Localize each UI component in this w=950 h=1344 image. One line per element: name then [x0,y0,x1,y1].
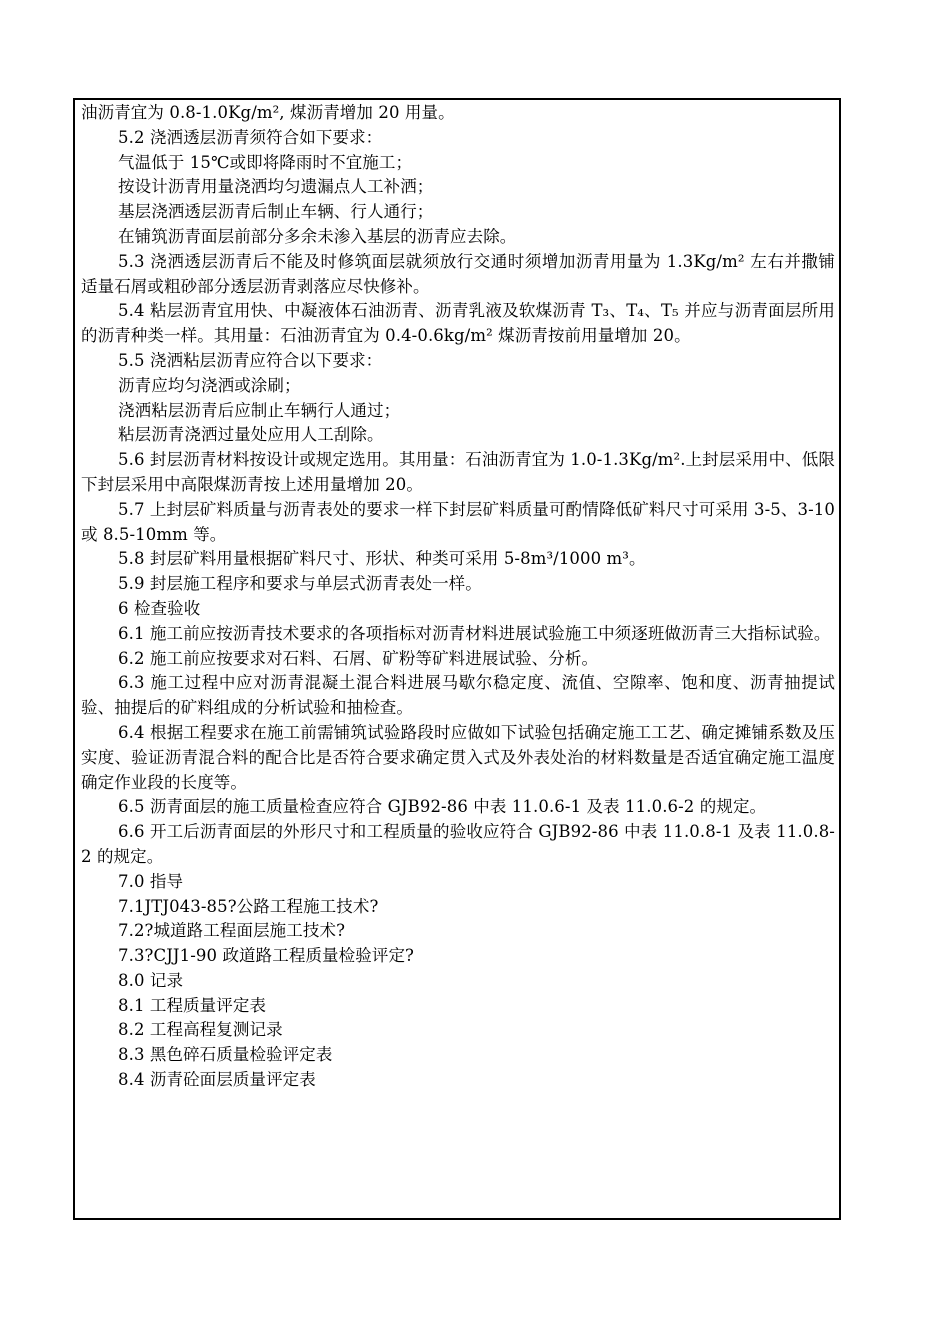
paragraph: 6.5 沥青面层的施工质量检查应符合 GJB92-86 中表 11.0.6-1 及表 11.0.6-2 的规定。 [118,797,767,817]
paragraph: 6.1 施工前应按沥青技术要求的各项指标对沥青材料进展试验施工中须逐班做沥青三大指标试验。 [118,623,831,643]
paragraph: 5.3 浇洒透层沥青后不能及时修筑面层就须放行交通时须增加沥青用量为 1.3Kg/m² 左右并撒铺适量石屑或粗砂部分透层沥青剥落应尽快修补。 [81,251,835,296]
paragraph: 油沥青宜为 0.8-1.0Kg/m², 煤沥青增加 20 用量。 [81,103,455,122]
paragraph: 5.9 封层施工程序和要求与单层式沥青表处一样。 [118,574,482,594]
paragraph: 粘层沥青浇洒过量处应用人工刮除。 [118,425,384,445]
reference-item: 7.2?城道路工程面层施工技术? [118,921,346,941]
section-heading: 8.0 记录 [118,970,184,990]
record-item: 8.4 沥青砼面层质量评定表 [118,1070,316,1090]
paragraph: 5.5 浇洒粘层沥青应符合以下要求： [118,350,383,370]
paragraph: 6.3 施工过程中应对沥青混凝土混合料进展马歇尔稳定度、流值、空隙率、饱和度、沥青抽提试验、抽提后的矿料组成的分析试验和抽检查。 [81,673,835,718]
paragraph: 基层浇洒透层沥青后制止车辆、行人通行； [118,202,434,222]
paragraph: 气温低于 15℃或即将降雨时不宜施工； [118,152,413,172]
paragraph: 6.2 施工前应按要求对石料、石屑、矿粉等矿料进展试验、分析。 [118,648,599,668]
record-item: 8.2 工程高程复测记录 [118,1020,283,1040]
paragraph: 5.2 浇洒透层沥青须符合如下要求： [118,127,383,147]
paragraph: 浇洒粘层沥青后应制止车辆行人通过； [118,400,401,420]
section-heading: 7.0 指导 [118,871,184,891]
paragraph: 5.4 粘层沥青宜用快、中凝液体石油沥青、沥青乳液及软煤沥青 T₃、T₄、T₅ 并应与沥青面层所用的沥青种类一样。其用量：石油沥青宜为 0.4-0.6kg/m² 煤沥青按前用量增加 20。 [81,301,835,346]
document-body [81,101,835,1093]
paragraph: 6.4 根据工程要求在施工前需铺筑试验路段时应做如下试验包括确定施工工艺、确定摊铺系数及压实度、验证沥青混合料的配合比是否符合要求确定贯入式及外表处治的材料数量是否适宜确定施工温度确定作业段的长度等。 [81,722,835,792]
reference-item: 7.3?CJJ1-90 政道路工程质量检验评定? [118,946,414,966]
paragraph: 5.8 封层矿料用量根据矿料尺寸、形状、种类可采用 5-8m³/1000 m³。 [118,549,646,569]
paragraph: 5.7 上封层矿料质量与沥青表处的要求一样下封层矿料质量可酌情降低矿料尺寸可采用 3-5、3-10 或 8.5-10mm 等。 [81,499,835,544]
paragraph: 5.6 封层沥青材料按设计或规定选用。其用量：石油沥青宜为 1.0-1.3Kg/m².上封层采用中、低限下封层采用中高限煤沥青按上述用量增加 20。 [81,450,835,494]
record-item: 8.1 工程质量评定表 [118,995,267,1015]
reference-item: 7.1JTJ043-85?公路工程施工技术? [118,896,379,916]
section-heading: 6 检查验收 [118,598,201,618]
paragraph: 按设计沥青用量浇洒均匀遗漏点人工补洒； [118,177,434,197]
paragraph: 6.6 开工后沥青面层的外形尺寸和工程质量的验收应符合 GJB92-86 中表 11.0.8-1 及表 11.0.8-2 的规定。 [81,822,835,866]
paragraph: 在铺筑沥青面层前部分多余未渗入基层的沥青应去除。 [118,226,517,246]
paragraph: 沥青应均匀浇洒或涂刷； [118,375,301,395]
record-item: 8.3 黑色碎石质量检验评定表 [118,1045,333,1065]
